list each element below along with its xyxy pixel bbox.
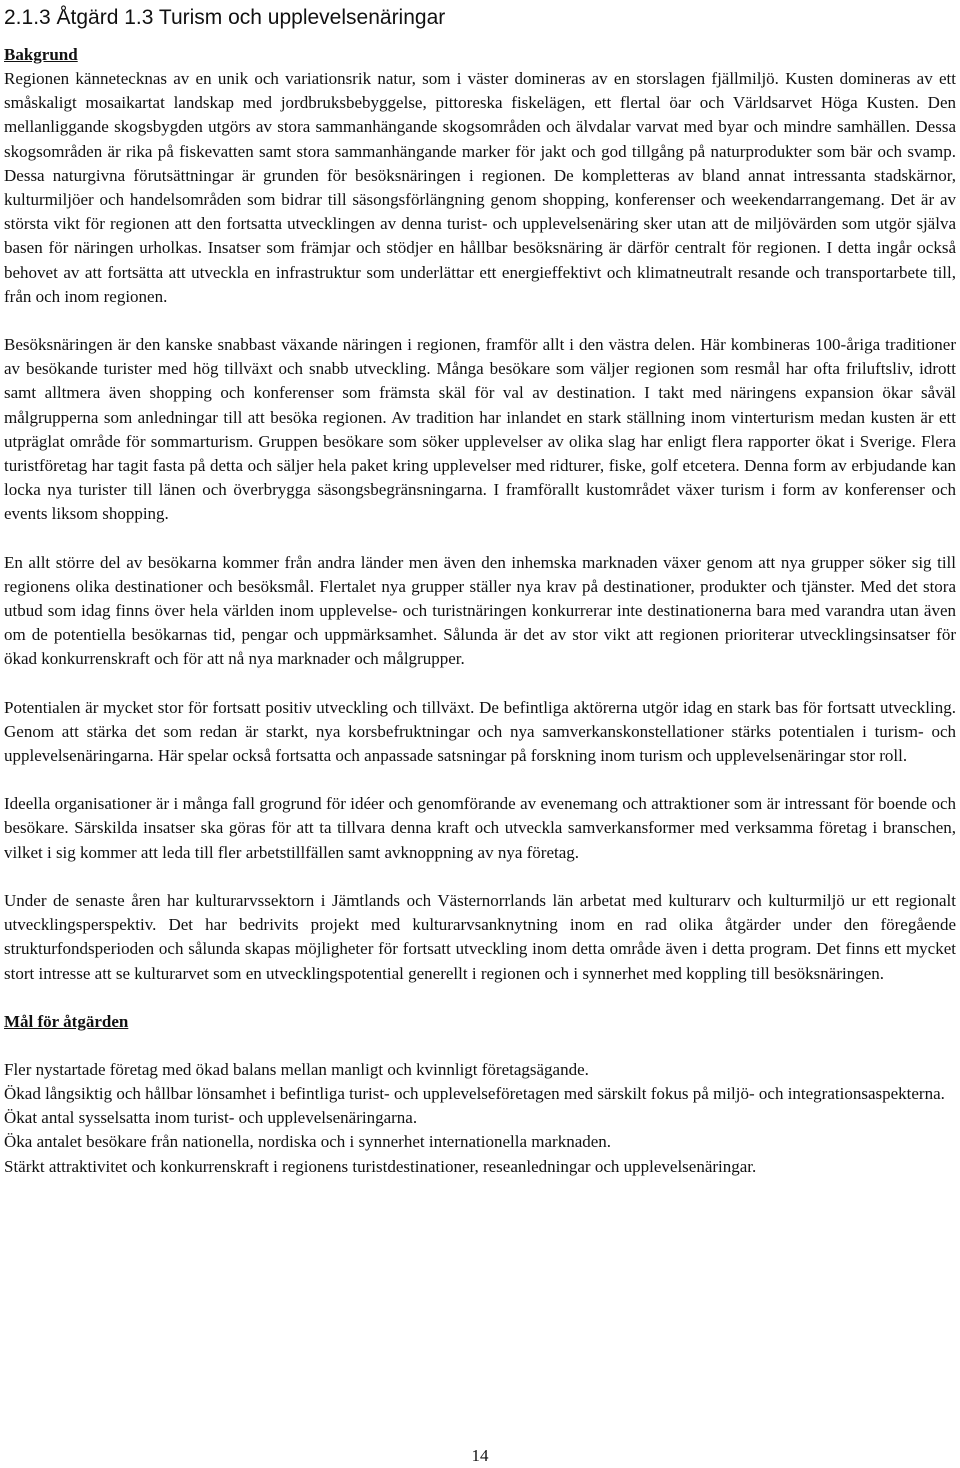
paragraph-2: Besöksnäringen är den kanske snabbast växande näringen i regionen, framför allt i den västra delen. Här kombineras 100-åriga traditioner av besökande turister med hög tillväxt och snabb utveckling. Många besökare som väljer regionen som resmål har ofta friluftsliv, idrott samt alltmera även shopping och konferenser som främsta skäl för val av destination. I takt med näringens expansion ökar såväl målgrupperna som anledningar till att besöka regionen. Av tradition har inlandet en stark ställning inom vinterturism medan kusten är ett utpräglat område för sommarturism. Gruppen besökare som söker upplevelser av olika slag har enligt flera rapporter ökat i Sverige. Flera turistföretag har tagit fasta på detta och säljer hela paket kring upplevelser med ridturer, fiske, golf etcetera. Denna form av erbjudande kan locka nya turister till länen och överbrygga säsongsbegränsningarna. I framförallt kustområdet växer turism i form av konferenser och events liksom shopping. [4,335,956,524]
document-page [4,4,956,1179]
page-number: 14 [471,1446,489,1465]
paragraph-4: Potentialen är mycket stor för fortsatt positiv utveckling och tillväxt. De befintliga aktörerna utgör idag en stark bas för fortsatt utveckling. Genom att stärka det som redan är starkt, nya korsbefruktningar och nya samverkanskonstellationer stärks potentialen i turism- och upplevelsenäringarna. Här spelar också fortsatta och anpassade satsningar på forskning inom turism och upplevelsenäringar stor roll. [4,697,956,766]
goal-item: Ökad långsiktig och hållbar lönsamhet i befintliga turist- och upplevelseföretagen med särskilt fokus på miljö- och integrationsaspekterna. [4,1083,945,1103]
goals-heading: Mål för åtgärden [4,1011,129,1031]
goal-item: Fler nystartade företag med ökad balans mellan manligt och kvinnligt företagsägande. [4,1059,589,1079]
goal-item: Stärkt attraktivitet och konkurrenskraft i regionens turistdestinationer, reseanledningar och upplevelsenäringar. [4,1156,757,1176]
section-heading: 2.1.3 Åtgärd 1.3 Turism och upplevelsenäringar [4,6,446,29]
goals-list [4,1058,956,1179]
paragraph-6: Under de senaste åren har kulturarvssektorn i Jämtlands och Västernorrlands län arbetat med kulturarv och kulturmiljö ur ett regionalt utvecklingsperspektiv. Det har bedrivits projekt med kulturarvsanknytning inom en rad olika åtgärder under den föregående strukturfondsperioden och sålunda skapas möjligheter för fortsatt utveckling inom detta område även i detta program. Det finns ett mycket stort intresse att se kulturarvet som en utvecklingspotential generellt i regionen och i synnerhet med koppling till besöksnäringen. [4,890,956,983]
paragraph-1: Regionen kännetecknas av en unik och variationsrik natur, som i väster domineras av en storslagen fjällmiljö. Kusten domineras av ett småskaligt mosaikartat landskap med jordbruksbebyggelse, pittoreska fiskelägen, ett flertal öar och Världsarvet Höga Kusten. Den mellanliggande skogsbygden utgörs av stora sammanhängande skogsområden och älvdalar varvat med byar och mindre samhällen. Dessa skogsområden är rika på fiskevatten samt stora sammanhängande marker för jakt och god tillgång på naturprodukter som bär och svamp. Dessa naturgivna förutsättningar är grunden för besöksnäringen i regionen. De kompletteras av bland annat intressanta stadskärnor, kulturmiljöer och handelsområden som bidrar till säsongsförlängning genom shopping, konferenser och weekendarrangemang. Det är av största vikt för regionen att den fortsatta utvecklingen av denna turist- och upplevelsenäring sker utan att de miljövärden som utgör själva basen för näringen urholkas. Insatser som främjar och stödjer en hållbar besöksnäring är därför centralt för regionen. I detta ingår också behovet av att fortsätta att utveckla en infrastruktur som underlättar ett energieffektivt och klimatneutralt resande och transportarbete till, från och inom regionen. [4,69,956,306]
background-heading: Bakgrund [4,45,78,64]
goal-item: Öka antalet besökare från nationella, nordiska och i synnerhet internationella marknaden. [4,1132,612,1152]
paragraph-3: En allt större del av besökarna kommer från andra länder men även den inhemska marknaden växer genom att nya grupper söker sig till regionens olika destinationer och besöksmål. Flertalet nya grupper ställer nya krav på destinationer, produkter och tjänster. Med det stora utbud som idag finns över hela världen inom upplevelse- och turistnäringen konkurrerar inte destinationerna bara med varandra utan även om de potentiella besökarnas tid, pengar och uppmärksamhet. Sålunda är det av stor vikt att regionen prioriterar utvecklingsinsatser för ökad konkurrenskraft och för att nå nya marknader och målgrupper. [4,552,956,669]
goal-item: Ökat antal sysselsatta inom turist- och upplevelsenäringarna. [4,1108,418,1128]
paragraph-5: Ideella organisationer är i många fall grogrund för idéer och genomförande av evenemang och attraktioner som är intressant för boende och besökare. Särskilda insatser ska göras för att ta tillvara denna kraft och utveckla samverkansformer med verksamma företag i branschen, vilket i sig kommer att leda till fler arbetstillfällen samt avknoppning av nya företag. [4,794,956,862]
